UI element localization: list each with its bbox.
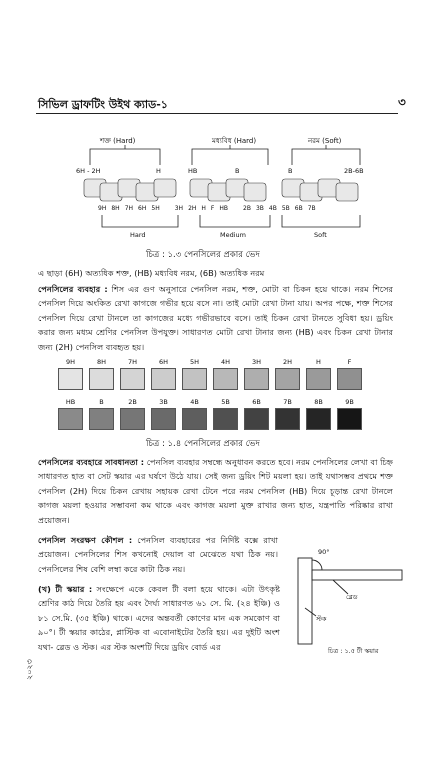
shade-swatch (120, 408, 145, 430)
bottom-group-label: Hard (130, 231, 146, 239)
swatch-label: 9H (65, 358, 76, 366)
swatch-label: 2H (282, 358, 293, 366)
grade-brackets (60, 135, 380, 240)
top-grade: 6H - 2H (76, 167, 101, 175)
stock-label: স্টক (316, 615, 327, 623)
shade-swatch (151, 408, 176, 430)
swatch-label: 5H (189, 358, 200, 366)
paragraph-t-square (38, 582, 280, 654)
swatch-label: 8H (96, 358, 107, 366)
top-grade: B (288, 167, 293, 175)
paragraph-body: পেনসিল ব্যবহারের পর নির্দিষ্ট বক্সে রাখা প্রয়োজন। পেনসিলের শিস কখনোই দেয়াল বা মেঝেতে যথা ঠিক নয়। পেনসিলের শিষ বেশি লম্বা করে কাটা ঠিক নয়। (38, 535, 278, 574)
shade-swatch (213, 368, 238, 390)
figure-t-square (288, 540, 408, 665)
bottom-grade: 6B (294, 205, 303, 212)
group-label-hard: শক্ত (Hard) (100, 137, 136, 145)
bottom-grade: 3B (255, 205, 264, 212)
shade-swatch (244, 368, 269, 390)
top-grade: HB (188, 167, 198, 175)
shade-swatch (58, 368, 83, 390)
swatch-label: 3H (251, 358, 262, 366)
swatch-label: 6B (252, 398, 261, 406)
swatch-label: B (99, 398, 104, 406)
shade-swatch (337, 408, 362, 430)
bottom-grade: 7B (307, 205, 316, 212)
top-grade: B (235, 167, 240, 175)
top-grade: 2B-6B (344, 167, 364, 175)
bottom-grade: HB (219, 205, 229, 212)
group-label-medium: মধ্যবিধ (Hard) (212, 137, 257, 145)
swatch-label: 3B (159, 398, 168, 406)
shade-swatch (89, 408, 114, 430)
paragraph-heading: পেনসিলের ব্যবহারে সাবধানতা : (38, 457, 145, 467)
figure-caption-1-4: চিত্র : ১.৪ পেনসিলের প্রকার ভেদ (146, 439, 260, 449)
shade-swatch (151, 368, 176, 390)
shade-swatch (182, 408, 207, 430)
swatch-label: F (347, 358, 352, 366)
swatch-label: 8B (314, 398, 323, 406)
shade-swatch (306, 368, 331, 390)
bottom-grade-row (98, 205, 368, 212)
bottom-grade: 8H (111, 205, 120, 212)
paragraph-pencil-usage (38, 282, 393, 354)
paragraph-body: সংক্ষেপে একে কেবল টী বলা হয়ে থাকে। এটা উৎকৃষ্ট শ্রেণির কাঠ দিয়ে তৈরি হয় এবং দৈর্ঘ্য সাধারণত ৬১ সে. মি. (২৪ ইঞ্চি) ও ৮১ সে.মি. (৩৫ ইঞ্চি) থাকে। এদের অন্তবর্তী কোণের মান এক সমকোণ বা ৯০°। টী স্কয়ার কাঠের, প্লাস্টিক বা এবোনাইটের তৈরি হয়। এর দুইটি অংশ যথা- ব্লেড ও স্টক। এর স্টক অংশটি দিয়ে ড্রয়িং বোর্ড এর (38, 584, 280, 652)
paragraph-heading: পেনসিল সংরক্ষণ কৌশল : (38, 535, 133, 545)
swatch-label: H (316, 358, 321, 366)
blade-label: ব্লেড (346, 593, 358, 601)
bottom-grade: H (201, 205, 206, 212)
page-number: ৩ (398, 95, 406, 109)
bottom-grade: F (210, 205, 215, 212)
header-rule (36, 113, 398, 114)
bottom-grade: 2H (188, 205, 197, 212)
figure-shading-swatches (58, 358, 388, 430)
bottom-grade: 5B (281, 205, 290, 212)
group-label-soft: নরম (Soft) (308, 137, 342, 145)
swatch-label: 9B (345, 398, 354, 406)
swatch-label: HB (65, 398, 76, 406)
side-year-number: ২০২৩ (25, 659, 34, 680)
shade-swatch (275, 368, 300, 390)
swatch-label: 7H (127, 358, 138, 366)
swatch-row-hard (58, 368, 388, 390)
shade-swatch (275, 408, 300, 430)
bottom-grade: 6H (138, 205, 147, 212)
paragraph-pencil-caution (38, 455, 393, 527)
angle-label: 90° (318, 548, 330, 556)
shade-swatch (337, 368, 362, 390)
figure-pencil-grades (60, 135, 380, 240)
bottom-grade: 2B (243, 205, 251, 212)
bottom-group-label: Soft (314, 231, 327, 239)
swatch-label: 7B (283, 398, 292, 406)
bottom-grade: 5H (151, 205, 160, 212)
swatch-label-row (58, 358, 388, 366)
bottom-grade: 3H (174, 205, 184, 212)
running-header: সিভিল ড্রাফটিং উইথ ক্যাড-১ (38, 98, 168, 111)
paragraph-heading: (খ) টী স্কয়ার : (38, 584, 93, 594)
swatch-label: 2B (128, 398, 137, 406)
paragraph-heading: পেনসিলের ব্যবহার : (38, 284, 108, 294)
top-grade: H (156, 167, 161, 175)
paragraph-pencil-hardness: এ ছাড়া (6H) অত্যধিক শক্ত, (HB) মধ্যবিধ নরম, (6B) অত্যধিক নরম (38, 268, 265, 278)
shade-swatch (306, 408, 331, 430)
swatch-label: 4B (190, 398, 199, 406)
paragraph-body: শিস এর গুণ অনুসারে পেনসিল নরম, শক্ত, মোটা বা চিকন হয়ে থাকে। নরম শিসের পেনসিল দিয়ে অংকিত রেখা কাগজে গভীর হয়ে বসে না। তাই মোটা রেখা টানা যায়। অপর পক্ষে, শক্ত শিসের পেনসিল দিয়ে রেখা টানলে তা কাগজের মধ্যে গভীরভাবে বসে। তাই চিকন রেখা টানতে সুবিধা হয়। ড্রয়িং করার জন্য মধ্যম শ্রেণির পেনসিল উপযুক্ত। সাধারণত মোটা রেখা টানার জন্য (HB) এবং চিকন রেখা টানার জন্য (2H) পেনসিল ব্যবহৃত হয়। (38, 284, 393, 352)
swatch-label: 4H (220, 358, 231, 366)
bottom-grade: 7H (124, 205, 134, 212)
figure-caption-1-3: চিত্র : ১.৩ পেনসিলের প্রকার ভেদ (146, 250, 260, 260)
swatch-label: 6H (158, 358, 169, 366)
swatch-label-row (58, 398, 388, 406)
bottom-grade: 9H (98, 205, 107, 212)
paragraph-pencil-storage (38, 533, 278, 576)
bottom-grade: 4B (268, 205, 277, 212)
paragraph-body: পেনসিল ব্যবহার সম্বন্ধে অনুধাবন করতে হবে। নরম পেনসিলের লেখা বা চিহ্ন সাধারণত হাত বা সেট স্কয়ার এর ঘর্ষণে উঠে যায়। সেই জন্য ড্রয়িং শিট ময়লা হয়। তাই যথাসম্ভব প্রথমে শক্ত পেনসিল (2H) দিয়ে চিকন রেখায় সহায়ক রেখা টেনে পরে নরম পেনসিল (HB) দিয়ে চূড়ান্ত রেখা টানলে কাগজ ময়লা হওয়ার সম্ভাবনা কম থাকে এবং কাগজ ময়লা মুক্ত রাখার জন্য হাত, যন্ত্রপাতি পরিষ্কার রাখা প্রয়োজন। (38, 457, 393, 525)
shade-swatch (244, 408, 269, 430)
shade-swatch (58, 408, 83, 430)
bottom-group-label: Medium (220, 231, 246, 239)
shade-swatch (182, 368, 207, 390)
shade-swatch (120, 368, 145, 390)
swatch-row-soft (58, 408, 388, 430)
shade-swatch (213, 408, 238, 430)
swatch-label: 5B (221, 398, 230, 406)
figure-caption-1-5: চিত্র : ১.৫ টী স্কয়ার (328, 647, 379, 655)
shade-swatch (89, 368, 114, 390)
